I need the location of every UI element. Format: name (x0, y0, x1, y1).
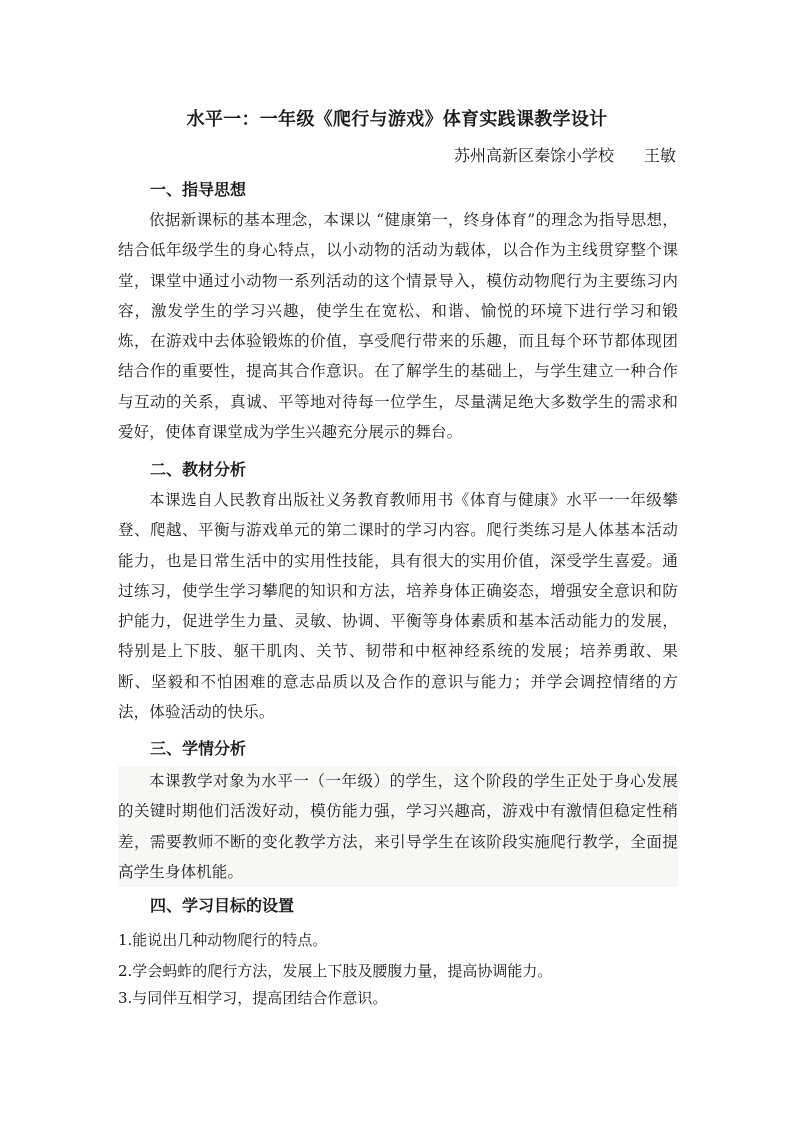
school-name: 苏州高新区秦馀小学校 (453, 146, 614, 165)
section-text-student-analysis: 本课教学对象为水平一（一年级）的学生，这个阶段的学生正处于身心发展的关键时期他们活泼好动，模仿能力强，学习兴趣高，游戏中有激情但稳定性稍差，需要教师不断的变化教学方法，来引导学生在该阶段实施爬行教学，全面提高学生身体机能。 (118, 766, 678, 887)
section-heading-student-analysis: 三、学情分析 (150, 739, 247, 758)
section-heading-material-analysis: 二、教材分析 (150, 460, 247, 479)
objective-item: 1.能说出几种动物爬行的特点。 (118, 931, 328, 949)
section-text-material-analysis: 本课选自人民教育出版社义务教育教师用书《体育与健康》水平一一年级攀登、爬越、平衡与游戏单元的第二课时的学习内容。爬行类练习是人体基本活动能力，也是日常生活中的实用性技能，具有很大的实用价值，深受学生喜爱。通过练习，使学生学习攀爬的知识和方法，培养身体正确姿态，增强安全意识和防护能力，促进学生力量、灵敏、协调、平衡等身体素质和基本活动能力的发展，特别是上下肢、躯干肌肉、关节、韧带和中枢神经系统的发展；培养勇敢、果断、坚毅和不怕困难的意志品质以及合作的意识与能力；并学会调控情绪的方法，体验活动的快乐。 (118, 491, 678, 722)
section-text-guiding-thought: 依据新课标的基本理念，本课以 “健康第一，终身体育”的理念为指导思想，结合低年级学生的身心特点，以小动物的活动为载体，以合作为主线贯穿整个课堂，课堂中通过小动物一系列活动的这个情景导入，模仿动物爬行为主要练习内容，激发学生的学习兴趣，使学生在宽松、和谐、愉悦的环境下进行学习和锻炼，在游戏中去体验锻炼的价值，享受爬行带来的乐趣，而且每个环节都体现团结合作的重要性，提高其合作意识。在了解学生的基础上，与学生建立一种合作与互动的关系，真诚、平等地对待每一位学生，尽量满足绝大多数学生的需求和爱好，使体育课堂成为学生兴趣充分展示的舞台。 (118, 211, 678, 442)
document-title: 水平一：一年级《爬行与游戏》体育实践课教学设计 (186, 109, 608, 130)
section-heading-guiding-thought: 一、指导思想 (150, 180, 247, 199)
section-heading-learning-objectives: 四、学习目标的设置 (150, 896, 295, 915)
objective-item: 2.学会蚂蚱的爬行方法，发展上下肢及腰腹力量，提高协调能力。 (118, 962, 553, 980)
objective-item: 3.与同伴互相学习，提高团结合作意识。 (118, 989, 388, 1007)
author-line (454, 141, 676, 171)
author-name: 王敏 (643, 146, 676, 165)
